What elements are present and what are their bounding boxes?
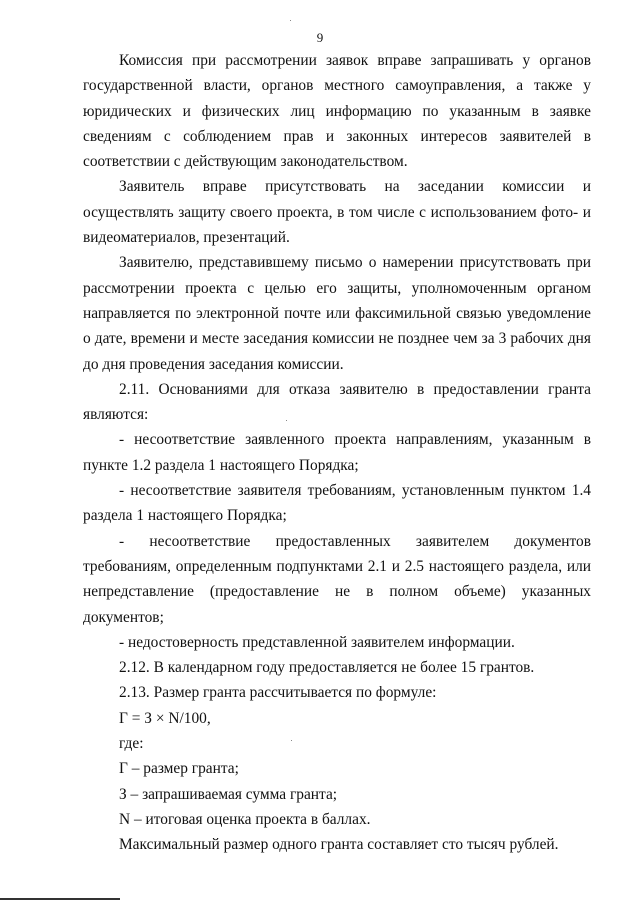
- scan-speck: [290, 20, 291, 21]
- paragraph-grant-limit: 2.12. В календарном году предоставляется не более 15 грантов.: [119, 659, 535, 677]
- paragraph-commission-requests: Комиссия при рассмотрении заявок вправе запрашивать у органов государственной власти, органов местного самоуправления, а также у юридических и физических лиц информацию по указанным в заявке сведениям с соблюдением прав и законных интересов заявителей в соответствии с действующим законодательством.: [83, 52, 591, 171]
- list-item-project-mismatch: - несоответствие заявленного проекта направлениям, указанным в пункте 1.2 раздела 1 настоящего Порядка;: [83, 431, 591, 474]
- formula-expression: Г = З × N/100,: [119, 709, 211, 727]
- formula-definition: З – запрашиваемая сумма гранта;: [119, 785, 338, 803]
- scan-speck: [286, 420, 287, 421]
- document-body: [83, 48, 591, 858]
- list-item-unreliable-info: - недостоверность представленной заявителем информации.: [119, 633, 515, 651]
- scan-speck: [291, 740, 292, 741]
- page-number: 9: [316, 30, 324, 45]
- paragraph-max-grant: Максимальный размер одного гранта составляет сто тысяч рублей.: [119, 836, 559, 854]
- formula-definition: N – итоговая оценка проекта в баллах.: [119, 810, 371, 828]
- formula-where: где:: [119, 735, 144, 753]
- paragraph-applicant-attendance: Заявитель вправе присутствовать на заседании комиссии и осуществлять защиту своего проекта, в том числе с использованием фото- и видеоматериалов, презентаций.: [83, 178, 591, 247]
- paragraph-refusal-grounds: 2.11. Основаниями для отказа заявителю в предоставлении гранта являются:: [83, 380, 591, 424]
- paragraph-notification: Заявителю, представившему письмо о намерении присутствовать при рассмотрении проекта с целью его защиты, уполномоченным органом направляется по электронной почте или факсимильной связью уведомление о дате, времени и месте заседания комиссии не позднее чем за 3 рабочих дня до дня проведения заседания комиссии.: [83, 254, 591, 373]
- formula-definition: Г – размер гранта;: [119, 760, 239, 778]
- list-item-applicant-mismatch: - несоответствие заявителя требованиям, установленным пунктом 1.4 раздела 1 настоящего Порядка;: [83, 482, 591, 525]
- list-item-documents-mismatch: - несоответствие предоставленных заявителем документов требованиям, определенным подпунктами 2.1 и 2.5 настоящего раздела, или непредставление (предоставление не в полном объеме) указанных документов;: [83, 532, 591, 626]
- paragraph-formula-intro: 2.13. Размер гранта рассчитывается по формуле:: [119, 684, 437, 702]
